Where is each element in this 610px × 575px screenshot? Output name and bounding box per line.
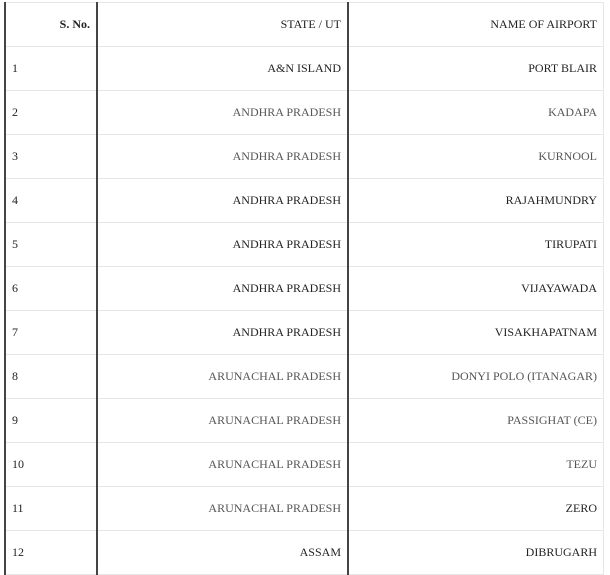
- cell-airport: VISAKHAPATNAM: [348, 311, 604, 355]
- cell-state: ANDHRA PRADESH: [97, 135, 348, 179]
- cell-sno: 7: [5, 311, 97, 355]
- cell-sno: 1: [5, 47, 97, 91]
- cell-sno: 8: [5, 355, 97, 399]
- table-row: [5, 223, 604, 267]
- cell-airport: DIBRUGARH: [348, 531, 604, 575]
- table-row: [5, 47, 604, 91]
- cell-airport: ZERO: [348, 487, 604, 531]
- cell-airport: RAJAHMUNDRY: [348, 179, 604, 223]
- cell-state: ANDHRA PRADESH: [97, 267, 348, 311]
- cell-state: ANDHRA PRADESH: [97, 179, 348, 223]
- cell-sno: 10: [5, 443, 97, 487]
- cell-state: ARUNACHAL PRADESH: [97, 443, 348, 487]
- cell-airport: KURNOOL: [348, 135, 604, 179]
- cell-sno: 12: [5, 531, 97, 575]
- table-row: [5, 179, 604, 223]
- header-sno: S. No.: [5, 3, 97, 47]
- cell-state: ANDHRA PRADESH: [97, 311, 348, 355]
- cell-airport: TIRUPATI: [348, 223, 604, 267]
- cell-state: ANDHRA PRADESH: [97, 91, 348, 135]
- cell-sno: 4: [5, 179, 97, 223]
- cell-sno: 5: [5, 223, 97, 267]
- cell-state: A&N ISLAND: [97, 47, 348, 91]
- cell-airport: KADAPA: [348, 91, 604, 135]
- airports-table: [4, 2, 604, 575]
- table-row: [5, 443, 604, 487]
- table-row: [5, 487, 604, 531]
- cell-state: ARUNACHAL PRADESH: [97, 487, 348, 531]
- cell-airport: TEZU: [348, 443, 604, 487]
- header-state: STATE / UT: [97, 3, 348, 47]
- cell-airport: PORT BLAIR: [348, 47, 604, 91]
- cell-airport: PASSIGHAT (CE): [348, 399, 604, 443]
- cell-sno: 3: [5, 135, 97, 179]
- cell-sno: 11: [5, 487, 97, 531]
- table-header-row: [5, 3, 604, 47]
- cell-state: ANDHRA PRADESH: [97, 223, 348, 267]
- cell-airport: VIJAYAWADA: [348, 267, 604, 311]
- table-row: [5, 91, 604, 135]
- table-row: [5, 531, 604, 575]
- table-row: [5, 267, 604, 311]
- table-row: [5, 135, 604, 179]
- cell-sno: 6: [5, 267, 97, 311]
- table-row: [5, 311, 604, 355]
- cell-sno: 9: [5, 399, 97, 443]
- cell-state: ASSAM: [97, 531, 348, 575]
- cell-airport: DONYI POLO (ITANAGAR): [348, 355, 604, 399]
- table-row: [5, 355, 604, 399]
- header-airport: NAME OF AIRPORT: [348, 3, 604, 47]
- table-row: [5, 399, 604, 443]
- cell-state: ARUNACHAL PRADESH: [97, 399, 348, 443]
- cell-sno: 2: [5, 91, 97, 135]
- cell-state: ARUNACHAL PRADESH: [97, 355, 348, 399]
